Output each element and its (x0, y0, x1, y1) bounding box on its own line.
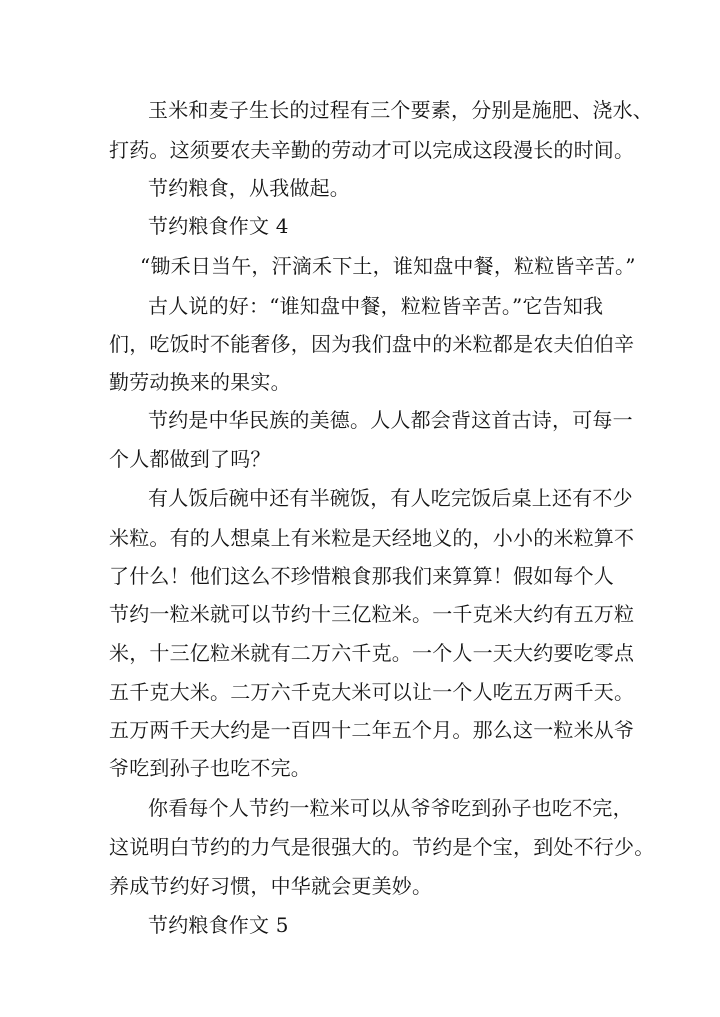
text-line: 养成节约好习惯，中华就会更美妙。 (109, 874, 433, 898)
text-line: 节约一粒米就可以节约十三亿粒米。一千克米大约有五万粒 (109, 602, 635, 626)
section-heading: 节约粮食作文 5 (148, 913, 289, 937)
text-line: 古人说的好：“谁知盘中餐，粒粒皆辛苦。”它告知我 (148, 294, 604, 318)
text-line: 五千克大米。二万六千克大米可以让一个人吃五万两千天。 (109, 680, 635, 704)
text-line: 爷吃到孙子也吃不完。 (109, 756, 311, 780)
text-line: 这说明白节约的力气是很强大的。节约是个宝，到处不行少。 (109, 835, 655, 859)
poem-quote-line: “锄禾日当午，汗滴禾下土，谁知盘中餐，粒粒皆辛苦。” (140, 254, 636, 278)
text-line: 五万两千天大约是一百四十二年五个月。那么这一粒米从爷 (109, 718, 635, 742)
text-line: 们，吃饭时不能奢侈，因为我们盘中的米粒都是农夫伯伯辛 (109, 332, 635, 356)
text-line: 有人饭后碗中还有半碗饭，有人吃完饭后桌上还有不少 (148, 486, 633, 510)
text-line: 打药。这须要农夫辛勤的劳动才可以完成这段漫长的时间。 (109, 138, 635, 162)
text-line: 玉米和麦子生长的过程有三个要素，分别是施肥、浇水、 (148, 98, 653, 122)
text-line: 米，十三亿粒米就有二万六千克。一个人一天大约要吃零点 (109, 641, 635, 665)
section-heading: 节约粮食作文 4 (148, 214, 289, 238)
text-line: 了什么！他们这么不珍惜粮食那我们来算算！假如每个人 (109, 564, 614, 588)
text-line: 米粒。有的人想桌上有米粒是天经地义的，小小的米粒算不 (109, 526, 635, 550)
text-line: 节约粮食，从我做起。 (148, 176, 350, 200)
text-line: 节约是中华民族的美德。人人都会背这首古诗，可每一 (148, 408, 633, 432)
text-line: 你看每个人节约一粒米可以从爷爷吃到孙子也吃不完， (148, 796, 633, 820)
text-line: 勤劳动换来的果实。 (109, 370, 291, 394)
text-line: 个人都做到了吗？ (109, 447, 271, 471)
